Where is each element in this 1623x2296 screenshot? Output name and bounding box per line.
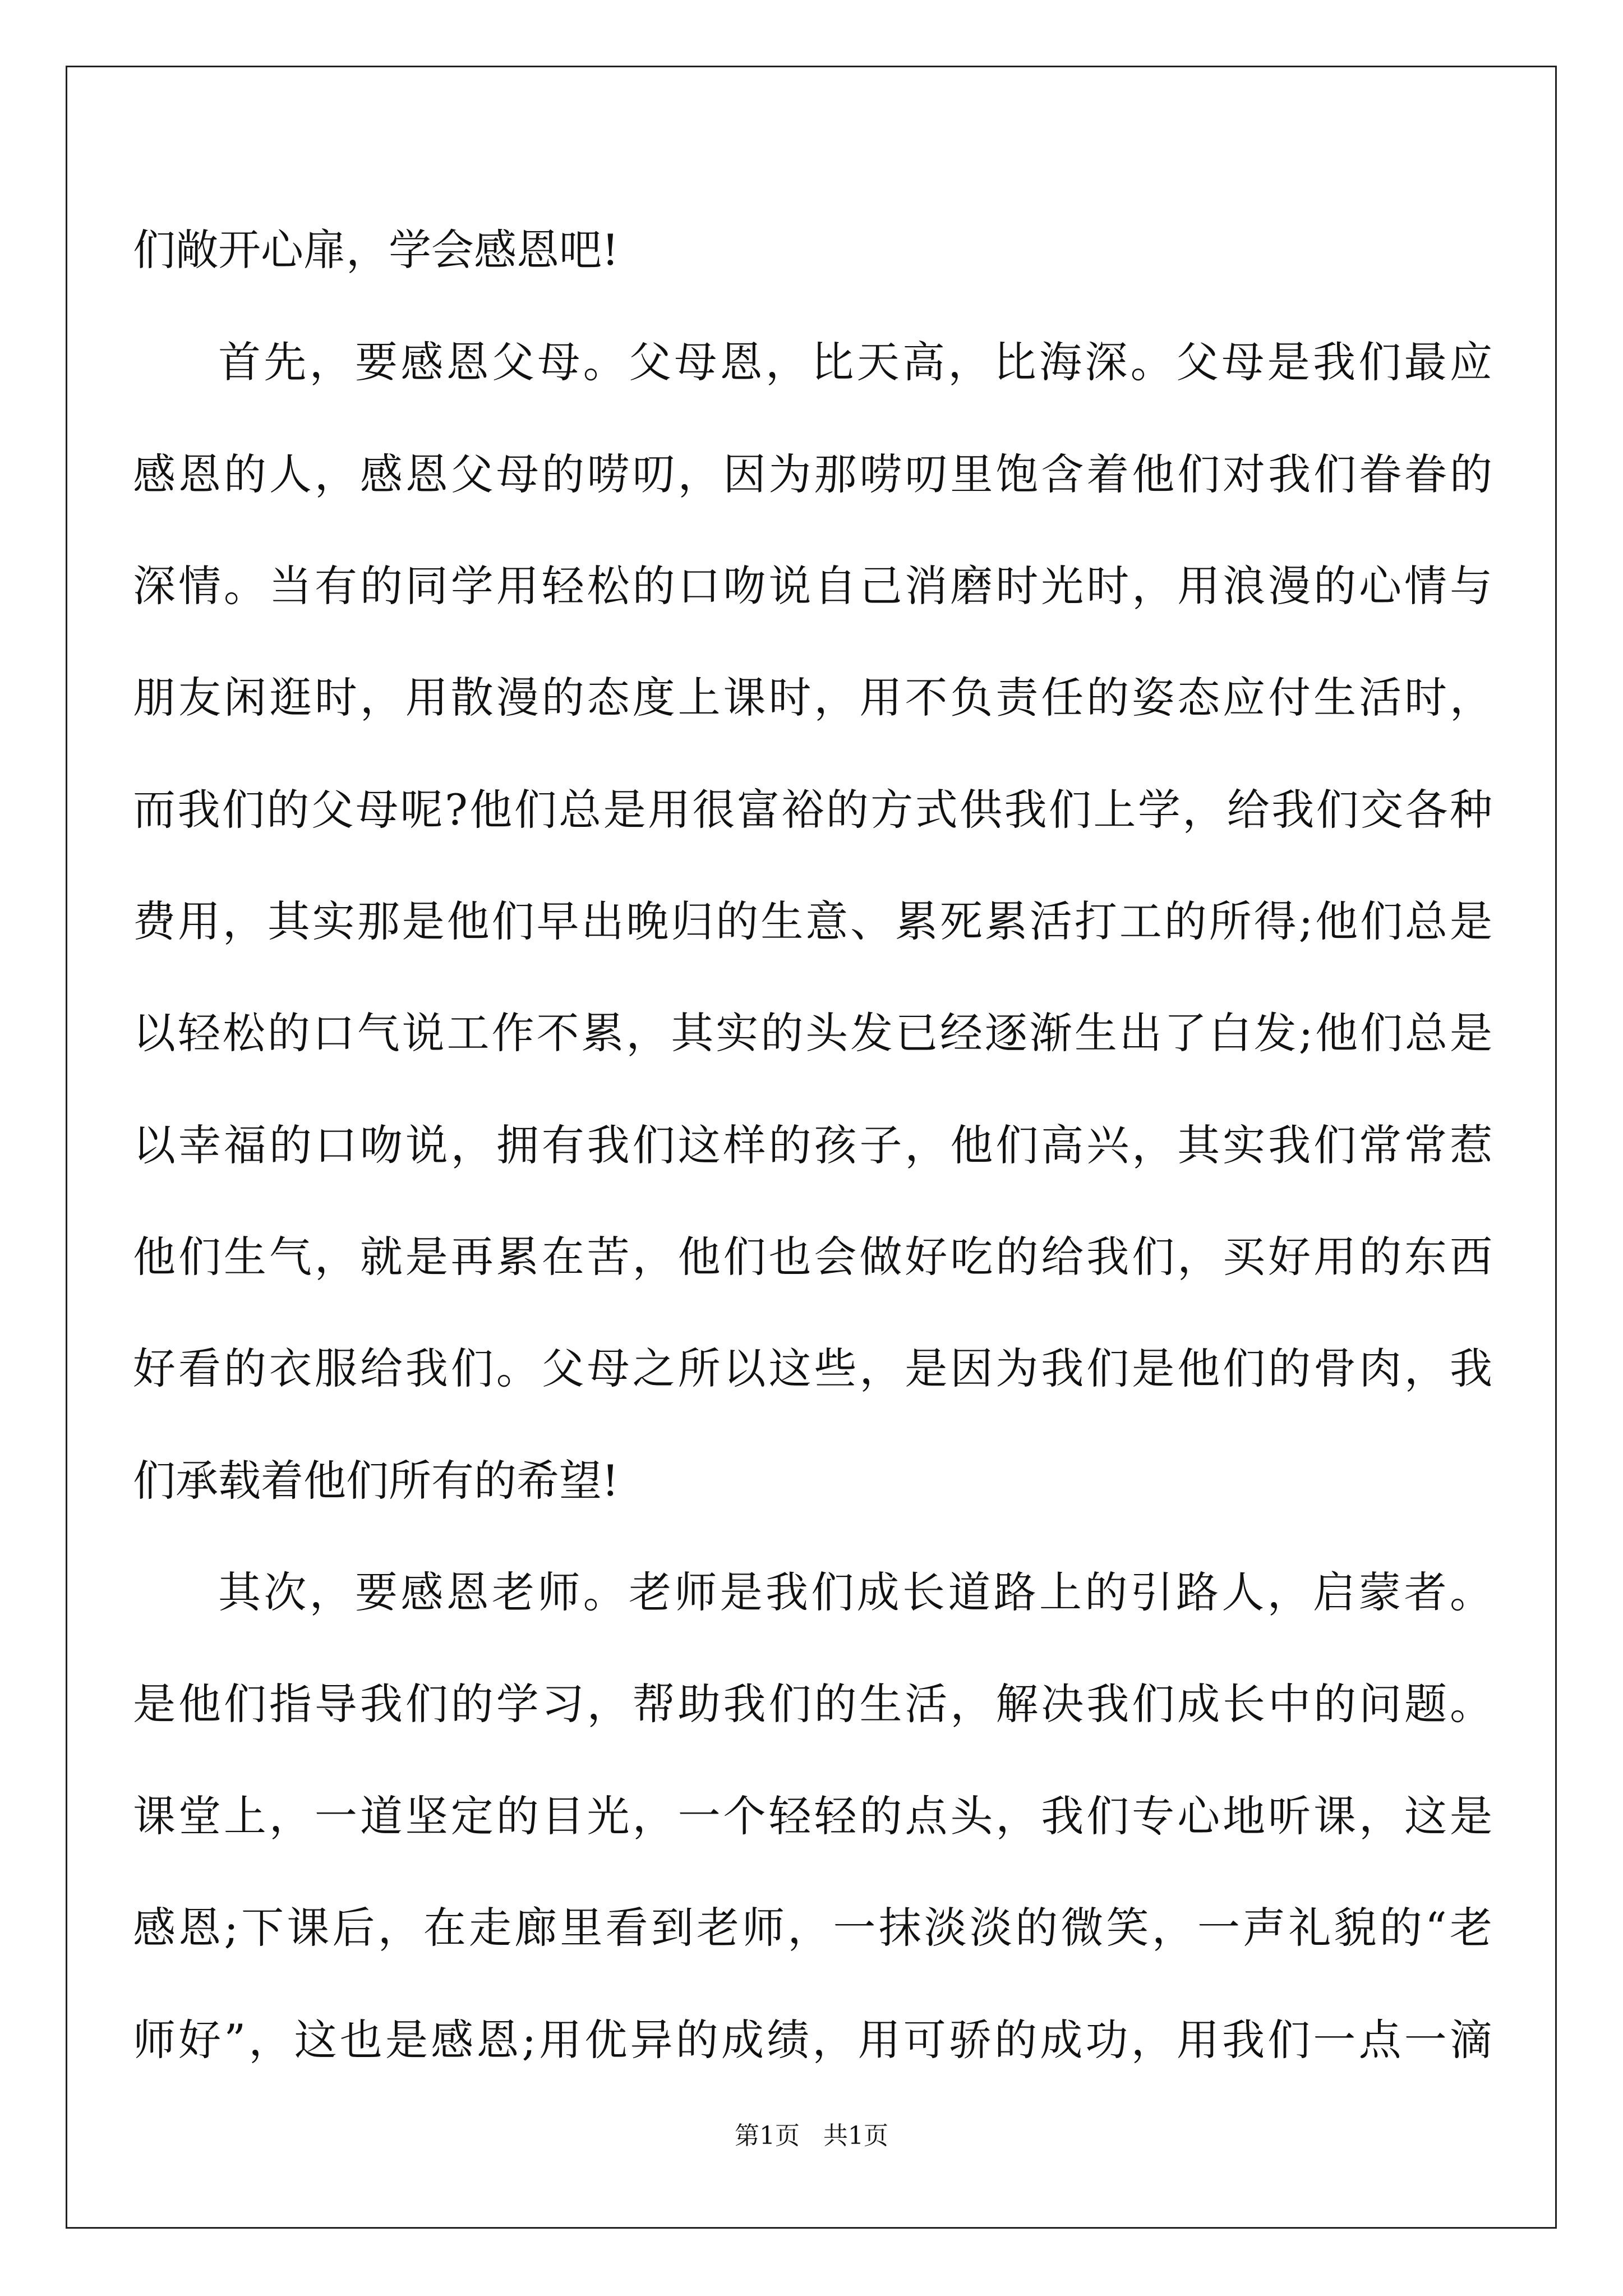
paragraph-line: 感恩的人，感恩父母的唠叨，因为那唠叨里饱含着他们对我们眷眷的 [133, 449, 1492, 499]
paragraph-line: 费用，其实那是他们早出晚归的生意、累死累活打工的所得;他们总是 [133, 896, 1492, 946]
paragraph-line: 而我们的父母呢?他们总是用很富裕的方式供我们上学，给我们交各种 [133, 785, 1492, 835]
paragraph-line: 好看的衣服给我们。父母之所以这些，是因为我们是他们的骨肉，我 [133, 1343, 1492, 1393]
paragraph-line: 以幸福的口吻说，拥有我们这样的孩子，他们高兴，其实我们常常惹 [133, 1120, 1492, 1170]
paragraph-line: 是他们指导我们的学习，帮助我们的生活，解决我们成长中的问题。 [133, 1679, 1492, 1729]
page-footer [0, 2119, 1623, 2153]
paragraph-line: 们承载着他们所有的希望! [133, 1456, 619, 1506]
paragraph-line: 感恩;下课后，在走廊里看到老师，一抹淡淡的微笑，一声礼貌的“老 [133, 1903, 1492, 1953]
paragraph-line: 课堂上，一道坚定的目光，一个轻轻的点头，我们专心地听课，这是 [133, 1791, 1492, 1841]
paragraph-line: 深情。当有的同学用轻松的口吻说自己消磨时光时，用浪漫的心情与 [133, 561, 1492, 611]
paragraph-line: 首先，要感恩父母。父母恩，比天高，比海深。父母是我们最应 [218, 337, 1492, 387]
paragraph-line: 他们生气，就是再累在苦，他们也会做好吃的给我们，买好用的东西 [133, 1232, 1492, 1282]
page-total: 共1页 [823, 2122, 888, 2150]
paragraph-line: 以轻松的口气说工作不累，其实的头发已经逐渐生出了白发;他们总是 [133, 1008, 1492, 1058]
paragraph-line: 朋友闲逛时，用散漫的态度上课时，用不负责任的姿态应付生活时， [133, 673, 1492, 723]
page-number: 第1页 [735, 2122, 800, 2150]
paragraph-line: 其次，要感恩老师。老师是我们成长道路上的引路人，启蒙者。 [218, 1567, 1492, 1617]
paragraph-line: 们敞开心扉，学会感恩吧! [133, 225, 619, 275]
paragraph-line: 师好”，这也是感恩;用优异的成绩，用可骄的成功，用我们一点一滴 [133, 2015, 1492, 2065]
